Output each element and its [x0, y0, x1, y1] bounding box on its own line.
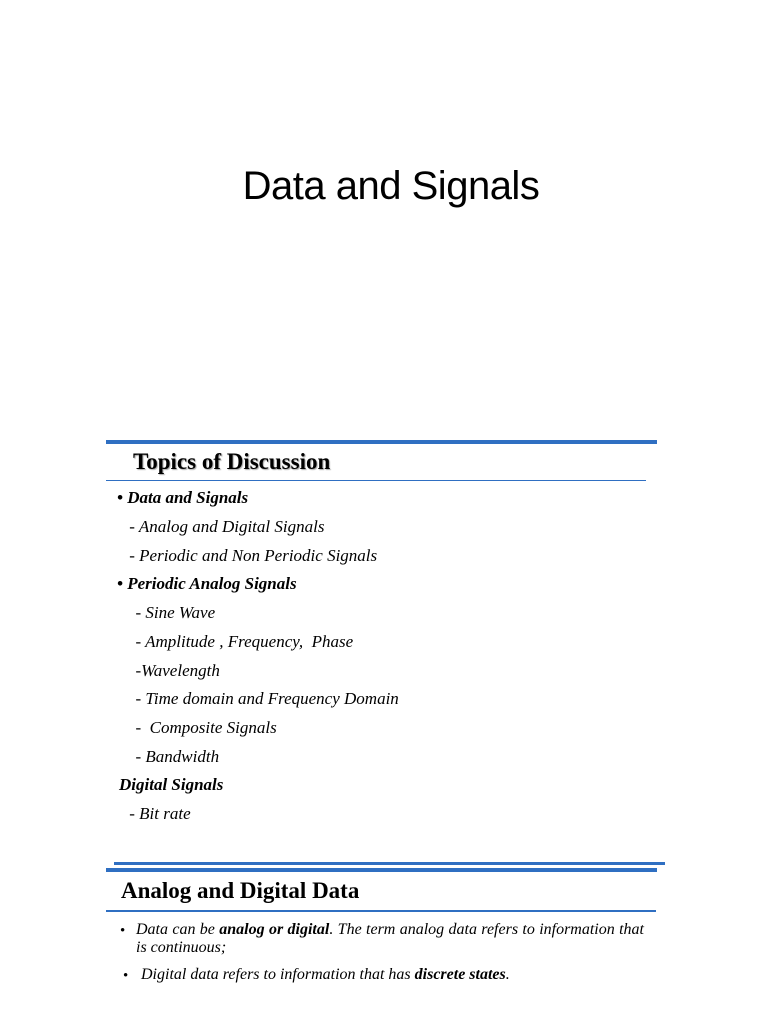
- bullet-2-text-a: Digital data refers to information that has: [141, 966, 415, 983]
- topic-item: • Periodic Analog Signals: [117, 574, 297, 593]
- topics-top-rule: [106, 440, 657, 444]
- analog-heading: Analog and Digital Data: [121, 878, 360, 903]
- topics-underline: [106, 480, 646, 481]
- analog-underline: [106, 910, 656, 912]
- bullet-2-text-b: .: [505, 966, 510, 983]
- bullet-1-bold: analog or digital: [219, 921, 330, 938]
- analog-bullet-1: [136, 921, 644, 957]
- analog-top-rule-2: [106, 868, 657, 872]
- topic-item: -Wavelength: [127, 661, 220, 680]
- analog-bullet-2: [141, 966, 649, 984]
- slide-title: Data and Signals: [242, 164, 540, 208]
- analog-top-rule-1: [114, 862, 665, 865]
- topic-item: - Analog and Digital Signals: [125, 517, 325, 536]
- topic-item: - Composite Signals: [127, 718, 277, 737]
- topic-item: - Bandwidth: [127, 747, 220, 766]
- bullet-1-text-a: Data can be: [136, 921, 220, 938]
- bullet-1-text-b: . The term analog data refers to information that is continuous;: [136, 921, 644, 956]
- topic-item: - Sine Wave: [127, 603, 216, 622]
- bullet-icon: •: [123, 968, 129, 984]
- topic-item: - Time domain and Frequency Domain: [127, 689, 399, 708]
- topic-item: - Amplitude , Frequency, Phase: [127, 632, 354, 651]
- bullet-2-bold: discrete states: [414, 966, 506, 983]
- bullet-icon: •: [120, 923, 126, 939]
- topic-item: Digital Signals: [119, 775, 224, 794]
- topic-item: - Bit rate: [125, 804, 191, 823]
- topic-item: - Periodic and Non Periodic Signals: [125, 546, 378, 565]
- topics-heading: Topics of Discussion: [133, 449, 331, 474]
- topic-item: • Data and Signals: [117, 488, 249, 507]
